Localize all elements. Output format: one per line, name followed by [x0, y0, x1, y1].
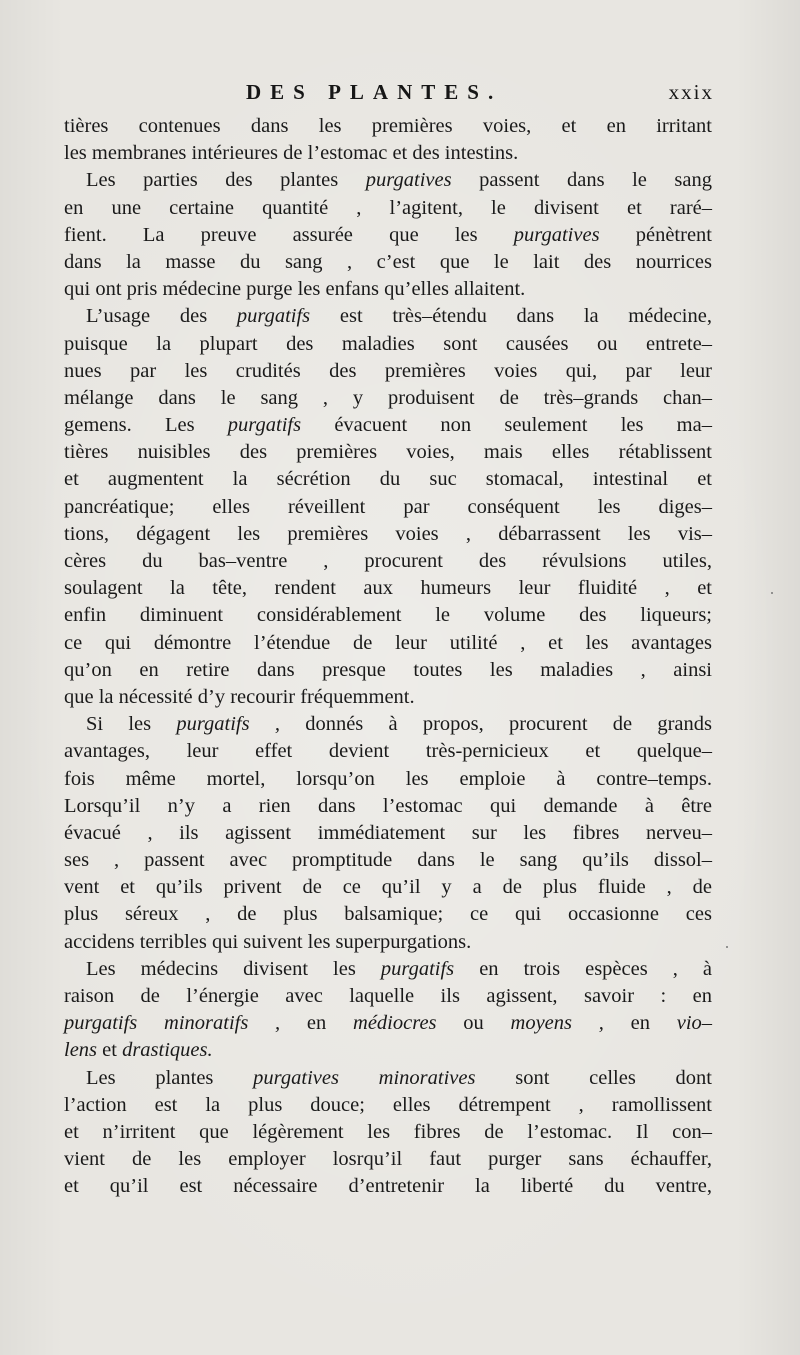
text-line: [64, 1119, 712, 1146]
text-line: [64, 793, 712, 820]
text-segment: enfin diminuent considérablement le volume des liqueurs;: [64, 604, 712, 627]
text-segment: puisque la plupart des maladies sont causées ou entrete–: [64, 332, 712, 355]
italic-term: moyens ,: [510, 1012, 604, 1035]
text-segment: gemens. Les: [64, 414, 228, 437]
text-line: [64, 684, 712, 711]
text-segment: fient. La preuve assurée que les: [64, 223, 514, 246]
text-line: [64, 358, 712, 385]
text-line: [64, 521, 712, 548]
italic-term: purgatifs: [380, 957, 455, 980]
text-line: [64, 303, 712, 330]
italic-term: purgatifs ,: [176, 713, 280, 736]
text-segment: accidens terribles qui suivent les superpurgations.: [64, 930, 472, 953]
text-line: [64, 412, 712, 439]
italic-term: purgatifs: [227, 414, 302, 437]
italic-term: lens: [64, 1039, 98, 1062]
text-line: [64, 1173, 712, 1200]
text-segment: passent dans le sang: [451, 169, 713, 192]
italic-term: médiocres: [353, 1012, 437, 1035]
text-line: [64, 983, 712, 1010]
text-segment: tières nuisibles des premières voies, mais elles rétablissent: [64, 441, 712, 464]
text-segment: et: [97, 1039, 123, 1062]
text-line: [64, 657, 712, 684]
text-line: [64, 711, 712, 738]
text-segment: et augmentent la sécrétion du suc stomacal, intestinal et: [64, 468, 712, 491]
text-segment: en une certaine quantité , l’agitent, le divisent et raré–: [64, 196, 712, 219]
text-segment: avantages, leur effet devient très-pernicieux et quelque–: [64, 740, 712, 763]
text-line: [64, 276, 712, 303]
text-line: [64, 466, 712, 493]
text-segment: Lorsqu’il n’y a rien dans l’estomac qui demande à être: [64, 794, 712, 817]
text-segment: ou: [436, 1012, 511, 1035]
text-line: [64, 1092, 712, 1119]
text-line: [64, 575, 712, 602]
text-line: [64, 602, 712, 629]
text-segment: en trois espèces , à: [454, 957, 712, 980]
text-segment: évacué , ils agissent immédiatement sur les fibres nerveu–: [64, 821, 712, 844]
text-segment: les membranes intérieures de l’estomac et des intestins.: [64, 142, 519, 165]
text-segment: en: [603, 1012, 677, 1035]
italic-term: purgatives: [365, 169, 452, 192]
text-segment: et qu’il est nécessaire d’entretenir la liberté du ventre,: [64, 1175, 712, 1198]
text-line: [64, 901, 712, 928]
text-line: [64, 766, 712, 793]
running-title: DES PLANTES.: [246, 80, 503, 104]
text-segment: vent et qu’ils privent de ce qu’il y a de plus fluide , de: [64, 876, 712, 899]
text-segment: évacuent non seulement les ma–: [301, 414, 712, 437]
text-line: [64, 331, 712, 358]
text-line: [64, 820, 712, 847]
text-segment: plus séreux , de plus balsamique; ce qui occasionne ces: [64, 903, 712, 926]
text-line: [64, 874, 712, 901]
text-segment: Les parties des plantes: [86, 169, 366, 192]
text-line: [64, 1146, 712, 1173]
italic-term: purgatives: [513, 223, 600, 246]
text-segment: pénètrent: [599, 223, 712, 246]
text-line: [64, 140, 712, 167]
text-segment: raison de l’énergie avec laquelle ils agissent, savoir : en: [64, 985, 712, 1007]
text-segment: nues par les crudités des premières voies qui, par leur: [64, 359, 712, 382]
text-line: [64, 548, 712, 575]
text-segment: ses , passent avec promptitude dans le sang qu’ils dissol–: [64, 849, 712, 872]
text-segment: Si les: [86, 713, 177, 736]
text-line: [64, 385, 712, 412]
text-line: [64, 167, 712, 194]
text-line: [64, 956, 712, 983]
text-segment: L’usage des: [86, 305, 237, 328]
body-text: [64, 113, 712, 1201]
text-line: [64, 195, 712, 222]
text-line: [64, 439, 712, 466]
text-segment: dans la masse du sang , c’est que le lait des nourrices: [64, 250, 712, 273]
text-segment: fois même mortel, lorsqu’on les emploie à contre–temps.: [64, 767, 712, 790]
italic-term: drastiques.: [122, 1039, 213, 1062]
text-line: [64, 494, 712, 521]
text-line: [64, 1065, 712, 1092]
paper-speck: [726, 946, 728, 948]
text-line: [64, 738, 712, 765]
page-header: [64, 80, 714, 114]
text-segment: tions, dégagent les premières voies , débarrassent les vis–: [64, 522, 712, 545]
text-segment: en: [280, 1012, 354, 1035]
text-line: [64, 249, 712, 276]
text-segment: sont celles dont: [475, 1066, 712, 1089]
text-segment: Les médecins divisent les: [86, 957, 381, 980]
text-line: [64, 1010, 712, 1037]
text-segment: soulagent la tête, rendent aux humeurs leur fluidité , et: [64, 577, 712, 600]
paper-speck: [771, 592, 773, 594]
text-line: [64, 113, 712, 140]
text-segment: l’action est la plus douce; elles détrempent , ramollissent: [64, 1093, 712, 1116]
text-segment: ce qui démontre l’étendue de leur utilité , et les avantages: [64, 631, 712, 654]
text-line: [64, 929, 712, 956]
text-segment: mélange dans le sang , y produisent de très–grands chan–: [64, 386, 712, 409]
text-segment: qui ont pris médecine purge les enfans qu’elles allaitent.: [64, 278, 526, 301]
italic-term: purgatifs: [236, 305, 311, 328]
text-segment: est très–étendu dans la médecine,: [310, 305, 712, 328]
text-line: [64, 1037, 712, 1064]
italic-term: vio–: [676, 1012, 713, 1035]
text-segment: tières contenues dans les premières voies, et en irritant: [64, 115, 712, 137]
text-segment: vient de les employer losrqu’il faut purger sans échauffer,: [64, 1148, 712, 1171]
italic-term: purgatifs minoratifs ,: [64, 1012, 281, 1035]
italic-term: purgatives minoratives: [253, 1066, 476, 1089]
text-segment: que la nécessité d’y recourir fréquemment.: [64, 685, 415, 708]
text-segment: et n’irritent que légèrement les fibres de l’estomac. Il con–: [64, 1120, 712, 1143]
text-line: [64, 847, 712, 874]
text-segment: cères du bas–ventre , procurent des révulsions utiles,: [64, 550, 712, 572]
text-segment: pancréatique; elles réveillent par conséquent les diges–: [64, 495, 712, 518]
text-line: [64, 222, 712, 249]
text-segment: donnés à propos, procurent de grands: [279, 713, 712, 736]
text-segment: Les plantes: [86, 1066, 254, 1089]
text-segment: qu’on en retire dans presque toutes les maladies , ainsi: [64, 658, 712, 681]
page-number: xxix: [668, 80, 714, 104]
text-line: [64, 630, 712, 657]
